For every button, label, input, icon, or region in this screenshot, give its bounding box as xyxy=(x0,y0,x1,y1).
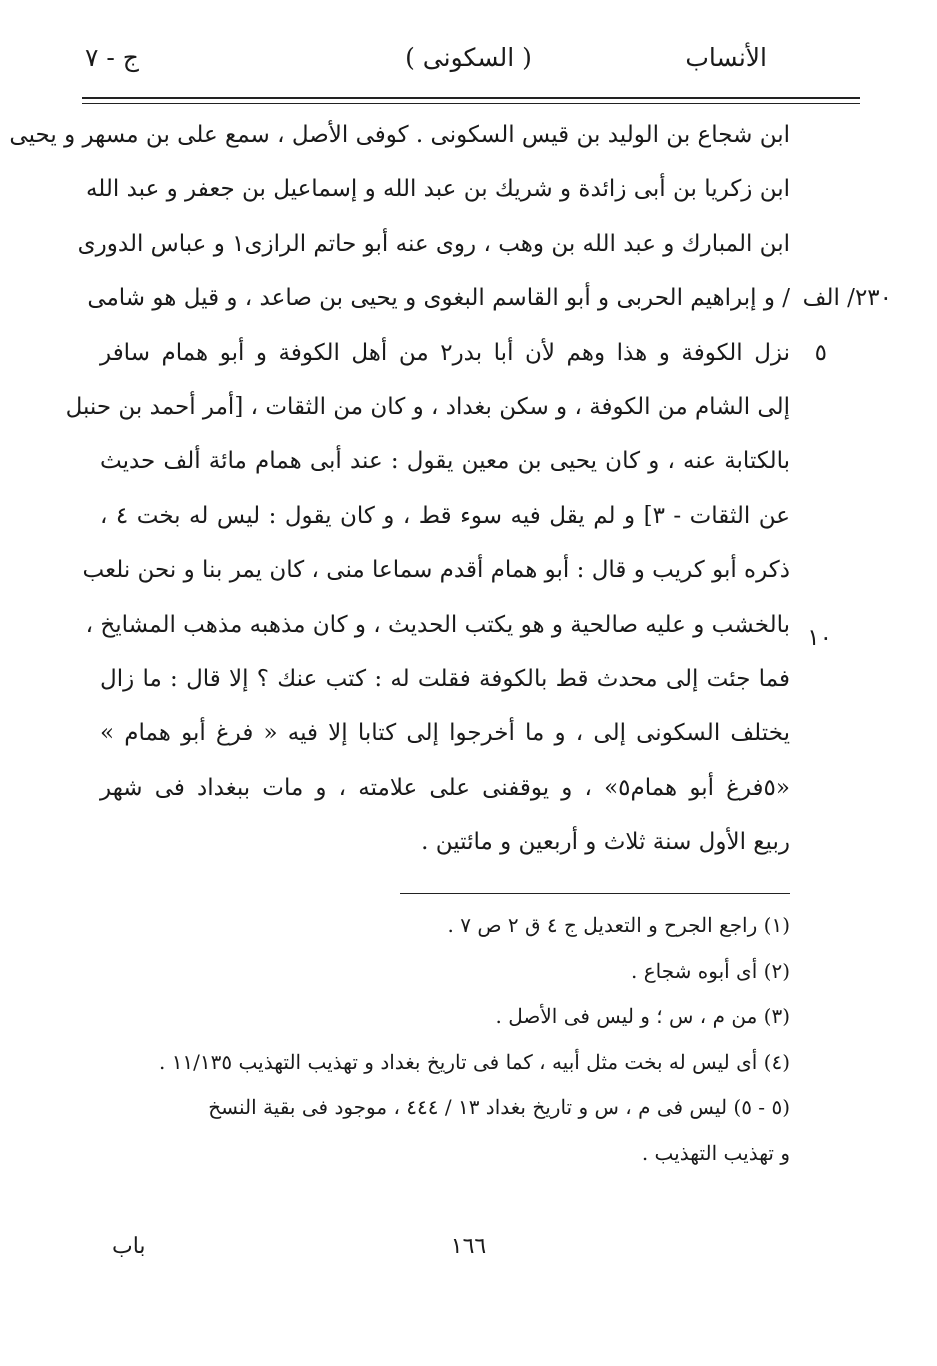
margin-line-number-10: ١٠ xyxy=(807,625,832,651)
text-line: نزل الكوفة و هذا وهم لأن أبا بدر٢ من أهل الكوفة و أبو همام سافر xyxy=(100,339,791,366)
header-rule-thin xyxy=(82,103,860,104)
text-line: ابن زكريا بن أبى زائدة و شريك بن عبد الله و إسماعيل بن جعفر و عبد الله xyxy=(85,176,790,203)
page-number: ١٦٦ xyxy=(450,1234,487,1259)
running-head-book-title: الأنساب xyxy=(685,43,767,72)
main-text xyxy=(9,108,791,869)
footnote: و تهذيب التهذيب . xyxy=(641,1140,790,1165)
footnote: (٣) من م ، س ؛ و ليس فى الأصل . xyxy=(495,1004,790,1029)
footnote: (٥ - ٥) ليس فى م ، س و تاريخ بغداد ١٣ / ٤٤٤ ، موجود فى بقية النسخ xyxy=(208,1095,790,1120)
margin-folio-note: ٢٣٠/ الف xyxy=(802,285,892,311)
text-line: ابن المبارك و عبد الله بن وهب ، روى عنه أبو حاتم الرازى١ و عباس الدورى xyxy=(77,230,790,257)
text-line: / و إبراهيم الحربى و أبو القاسم البغوى و يحيى بن صاعد ، و قيل هو شامى xyxy=(87,285,790,312)
footnote: (٢) أى أبوه شجاع . xyxy=(631,958,790,983)
text-line: ابن شجاع بن الوليد بن قيس السكونى . كوفى الأصل ، سمع على بن مسهر و يحيى xyxy=(9,122,790,148)
text-line: ذكره أبو كريب و قال : أبو همام أقدم سماعا منى ، كان يمر بنا و نحن نلعب xyxy=(82,557,790,584)
text-line: فما جئت إلى محدث قط بالكوفة فقلت له : كتب عنك ؟ إلا قال : ما زال xyxy=(100,665,790,692)
text-line: ربيع الأول سنة ثلاث و أربعين و مائتين . xyxy=(421,829,790,856)
footnote: (٤) أى ليس له بخت مثل أبيه ، كما فى تاريخ بغداد و تهذيب التهذيب ١١/١٣٥ . xyxy=(158,1049,790,1074)
text-line: بالكتابة عنه ، و كان يحيى بن معين يقول : عند أبى همام مائة ألف حديث xyxy=(100,448,790,475)
header-rule-thick xyxy=(82,97,860,99)
footnotes xyxy=(100,903,790,1177)
footnote: (١) راجع الجرح و التعديل ج ٤ ق ٢ ص ٧ . xyxy=(447,913,790,937)
margin-line-number-5: ٥ xyxy=(814,340,827,366)
footnote-separator xyxy=(400,893,790,894)
running-head-entry: ( السكونى ) xyxy=(405,43,532,72)
catchword: باب xyxy=(112,1234,146,1259)
text-line: «٥فرغ أبو همام٥» ، و يوقفنى على علامته ، و مات ببغداد فى شهر xyxy=(100,774,790,801)
text-line: عن الثقات - ٣] و لم يقل فيه سوء قط ، و كان يقول : ليس له بخت ٤ ، xyxy=(100,502,790,529)
text-line: إلى الشام من الكوفة ، و سكن بغداد ، و كان من الثقات ، [أمر أحمد بن حنبل xyxy=(65,393,790,420)
text-line: يختلف السكونى إلى ، و ما أخرجوا إلى كتابا إلا فيه « فرغ أبو همام » xyxy=(100,720,790,747)
text-line: بالخشب و عليه صالحية و هو يكتب الحديث ، و كان مذهبه مذهب المشايخ ، xyxy=(85,611,790,638)
running-head-volume: ج - ٧ xyxy=(85,43,139,72)
